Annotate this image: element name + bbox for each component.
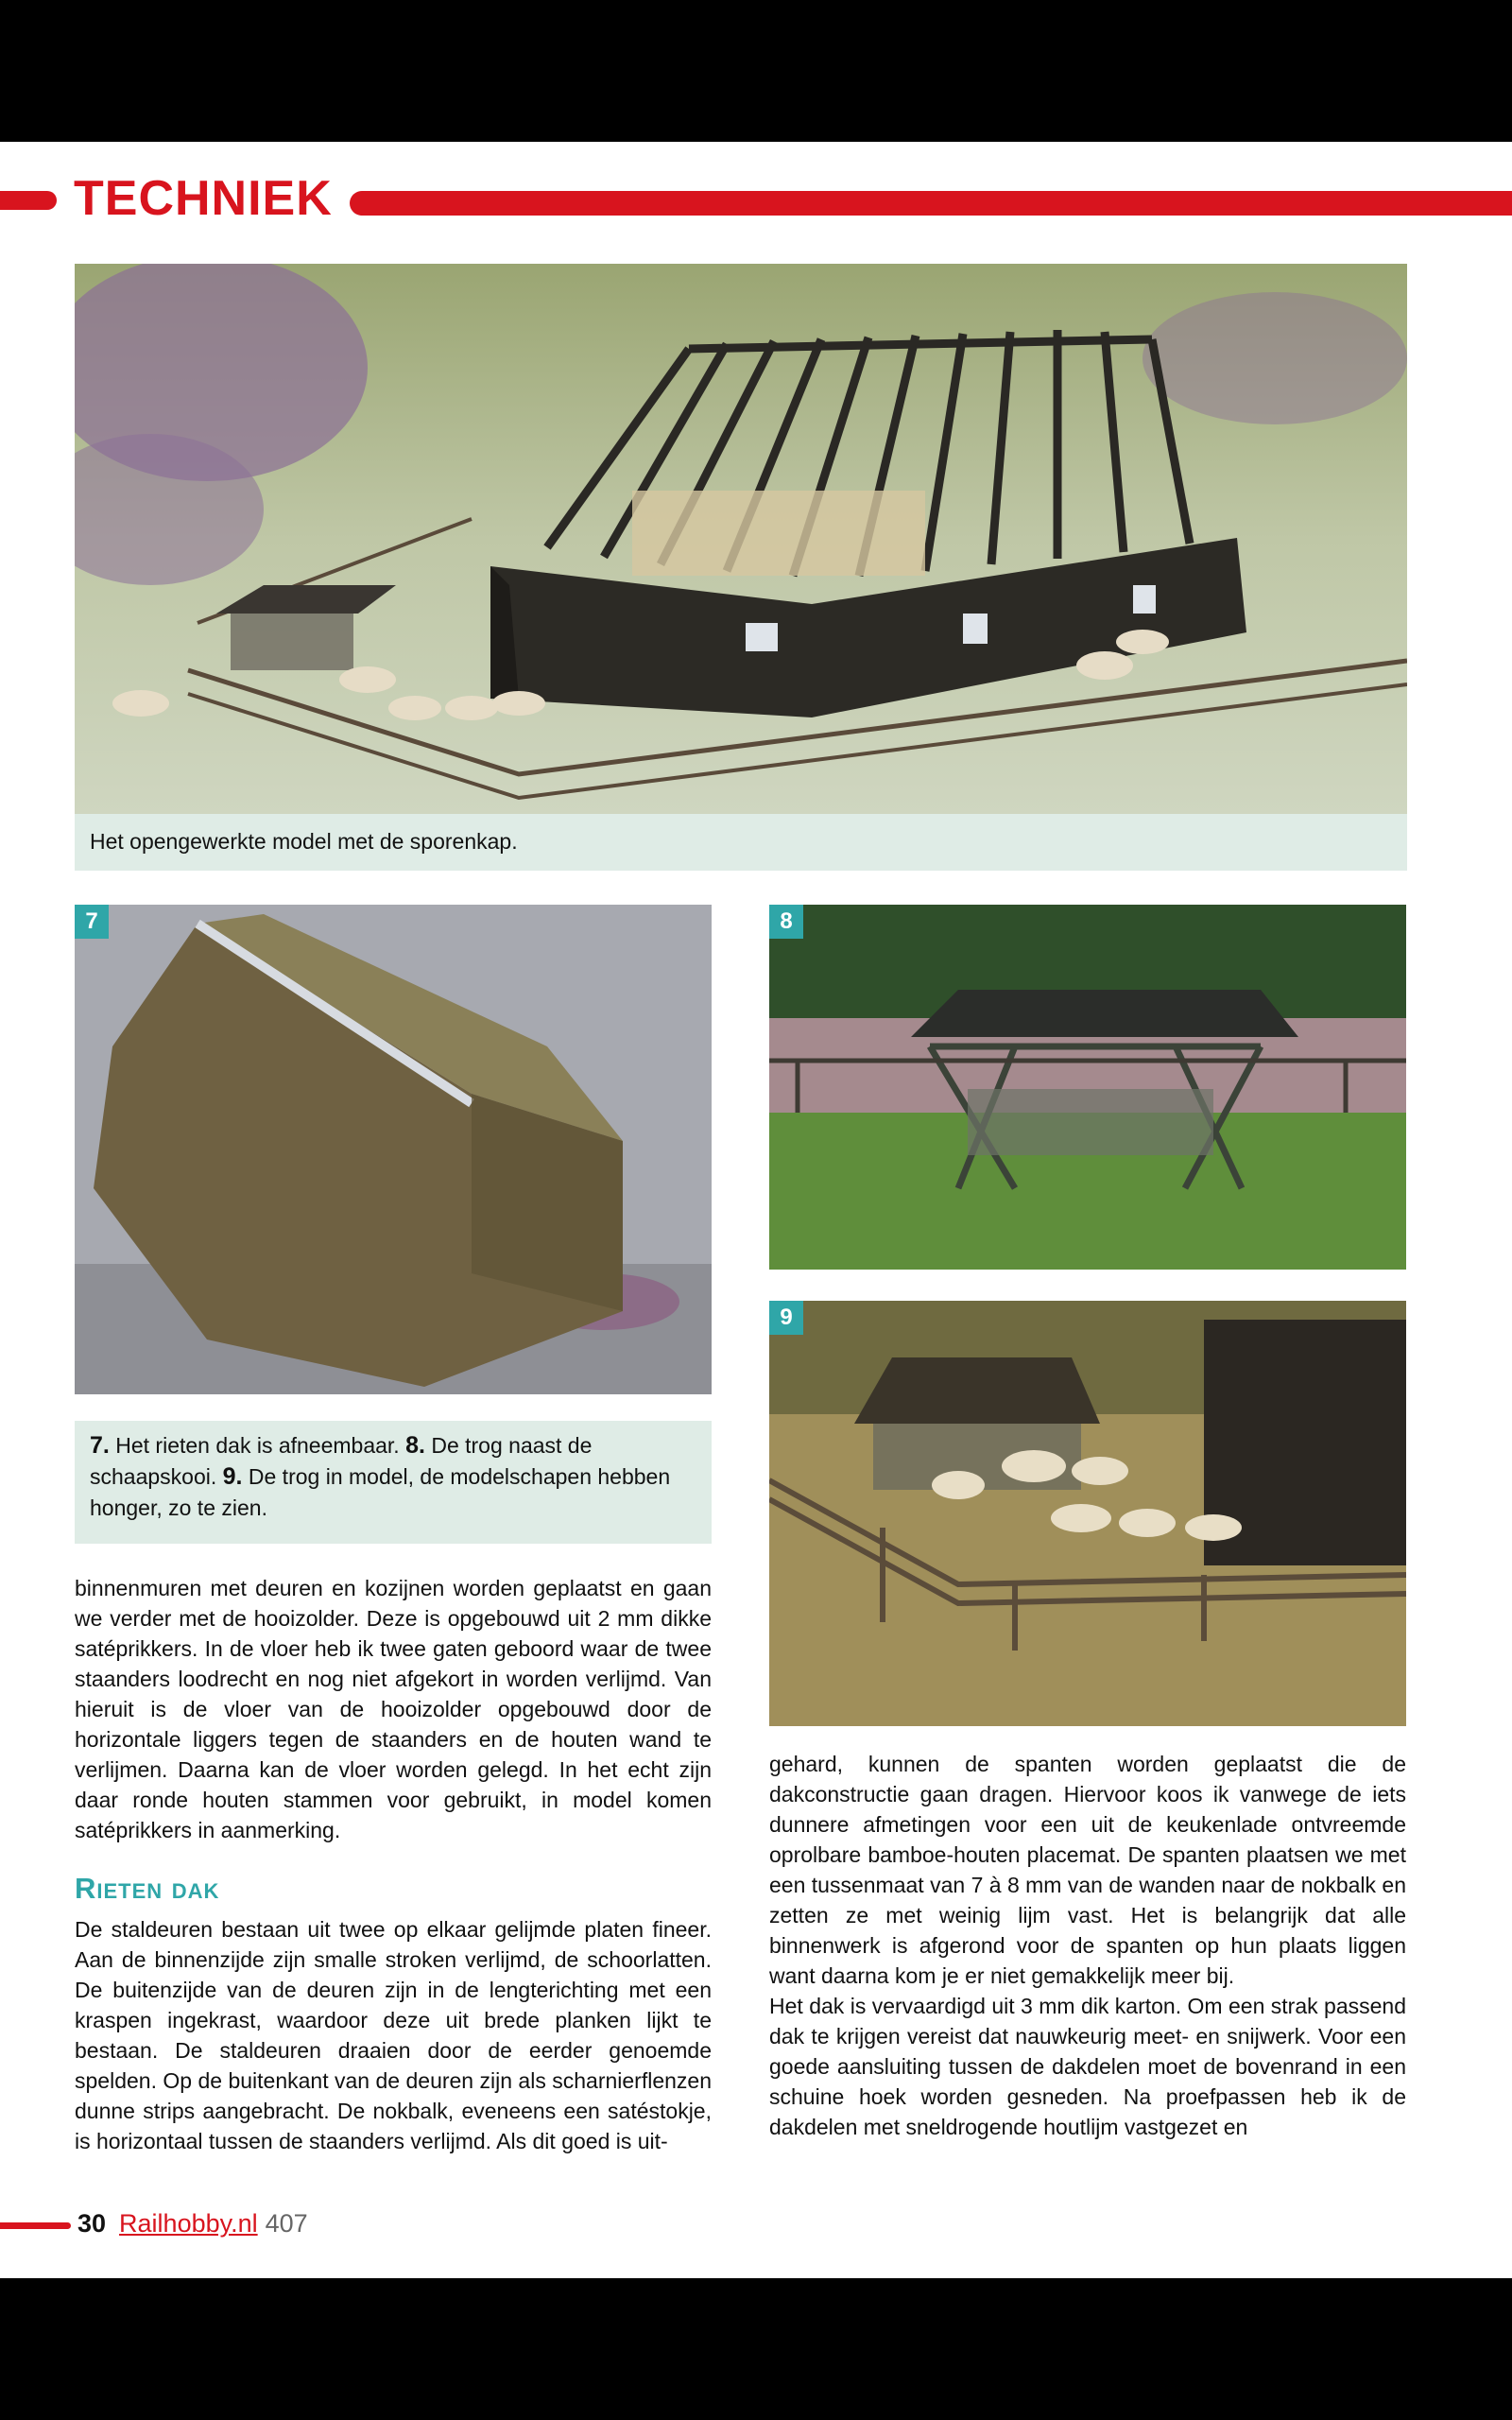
photo-9-badge: 9 (769, 1301, 803, 1335)
photo-7-thatched-roof (75, 905, 712, 1394)
header-bar-left (0, 191, 57, 210)
hero-photo (75, 264, 1407, 814)
photo-8-feeding-trough (769, 905, 1406, 1270)
right-paragraph-1: gehard, kunnen de spanten worden geplaatst die de dakconstructie gaan dragen. Hiervoor koos ik vanwege de iets dunnere afmetingen voor een uit de keukenlade ontvreemde oprolbare bamboe-houten placemat. De spanten plaatsen we met een tussenmaat van 7 à 8 mm van de wanden naar de nokbalk en zetten ze met weinig lijm vast. Het is belangrijk dat alle binnenwerk is afgerond voor de spanten op hun plaats liggen want daarna kom je er niet gemakkelijk meer bij. (769, 1752, 1406, 1988)
left-column-text (75, 1573, 712, 1845)
right-column-text (769, 1749, 1406, 2142)
photo-9-model-trough (769, 1301, 1406, 1726)
site-link[interactable]: Railhobby.nl (119, 2209, 258, 2238)
left-paragraph-1: binnenmuren met deuren en kozijnen worden geplaatst en gaan we verder met de hooizolder. Deze is opgebouwd uit 2 mm dikke satéprikkers. In de vloer heb ik twee gaten geboord waar de twee staanders loodrecht en nog niet afgekort in worden verlijmd. Van hieruit is de vloer van de hooizolder opgebouwd door de horizontale liggers tegen de staanders en de houten wand te verlijmen. Daarna kan de vloer worden gelegd. In het echt zijn daar ronde houten stammen voor gebruikt, in model komen satéprikkers in aanmerking. (75, 1576, 712, 1842)
issue-number: 407 (265, 2209, 308, 2238)
page-footer (77, 2209, 308, 2238)
photo-7-badge: 7 (75, 905, 109, 939)
footer-bar (0, 2222, 71, 2229)
photo-8-badge: 8 (769, 905, 803, 939)
subhead-rieten-dak: Rieten dak (75, 1872, 220, 1905)
right-paragraph-2: Het dak is vervaardigd uit 3 mm dik karton. Om een strak passend dak te krijgen vereist dat nauwkeurig meet- en snijwerk. Voor een goede aansluiting tussen de dakdelen moet de bovenrand in een schuine hoek worden gesneden. Na proefpassen heb ik de dakdelen met sneldrogende houtlijm vastgezet en (769, 1994, 1406, 2139)
magazine-page (0, 142, 1512, 2278)
caption-num-7: 7. (90, 1432, 110, 1459)
page-number: 30 (77, 2209, 107, 2238)
photo-caption-7-8-9 (75, 1421, 712, 1544)
section-title: TECHNIEK (74, 171, 333, 226)
header-bar-right (350, 191, 1512, 216)
left-column-text-2 (75, 1914, 712, 2156)
caption-text-9: De trog in model, de modelschapen hebben honger, zo te zien. (90, 1464, 671, 1520)
hero-caption: Het opengewerkte model met de sporenkap. (75, 814, 1407, 871)
caption-num-8: 8. (405, 1432, 425, 1459)
caption-num-9: 9. (222, 1463, 243, 1490)
caption-text-7: Het rieten dak is afneembaar. (109, 1433, 406, 1458)
caption-text-8: De trog naast de schaapskooi. (90, 1433, 593, 1489)
left-paragraph-2: De staldeuren bestaan uit twee op elkaar gelijmde platen fineer. Aan de binnenzijde zijn smalle stroken verlijmd, de schoorlatten. De buitenzijde van de deuren zijn in de lengterichting met een kraspen ingekrast, waardoor deze uit brede planken lijkt te bestaan. De staldeuren draaien door de eerder genoemde spelden. Op de buitenkant van de deuren zijn als scharnierflenzen dunne strips aangebracht. De nokbalk, eveneens een satéstokje, is horizontaal tussen de staanders verlijmd. Als dit goed is uit- (75, 1917, 712, 2153)
